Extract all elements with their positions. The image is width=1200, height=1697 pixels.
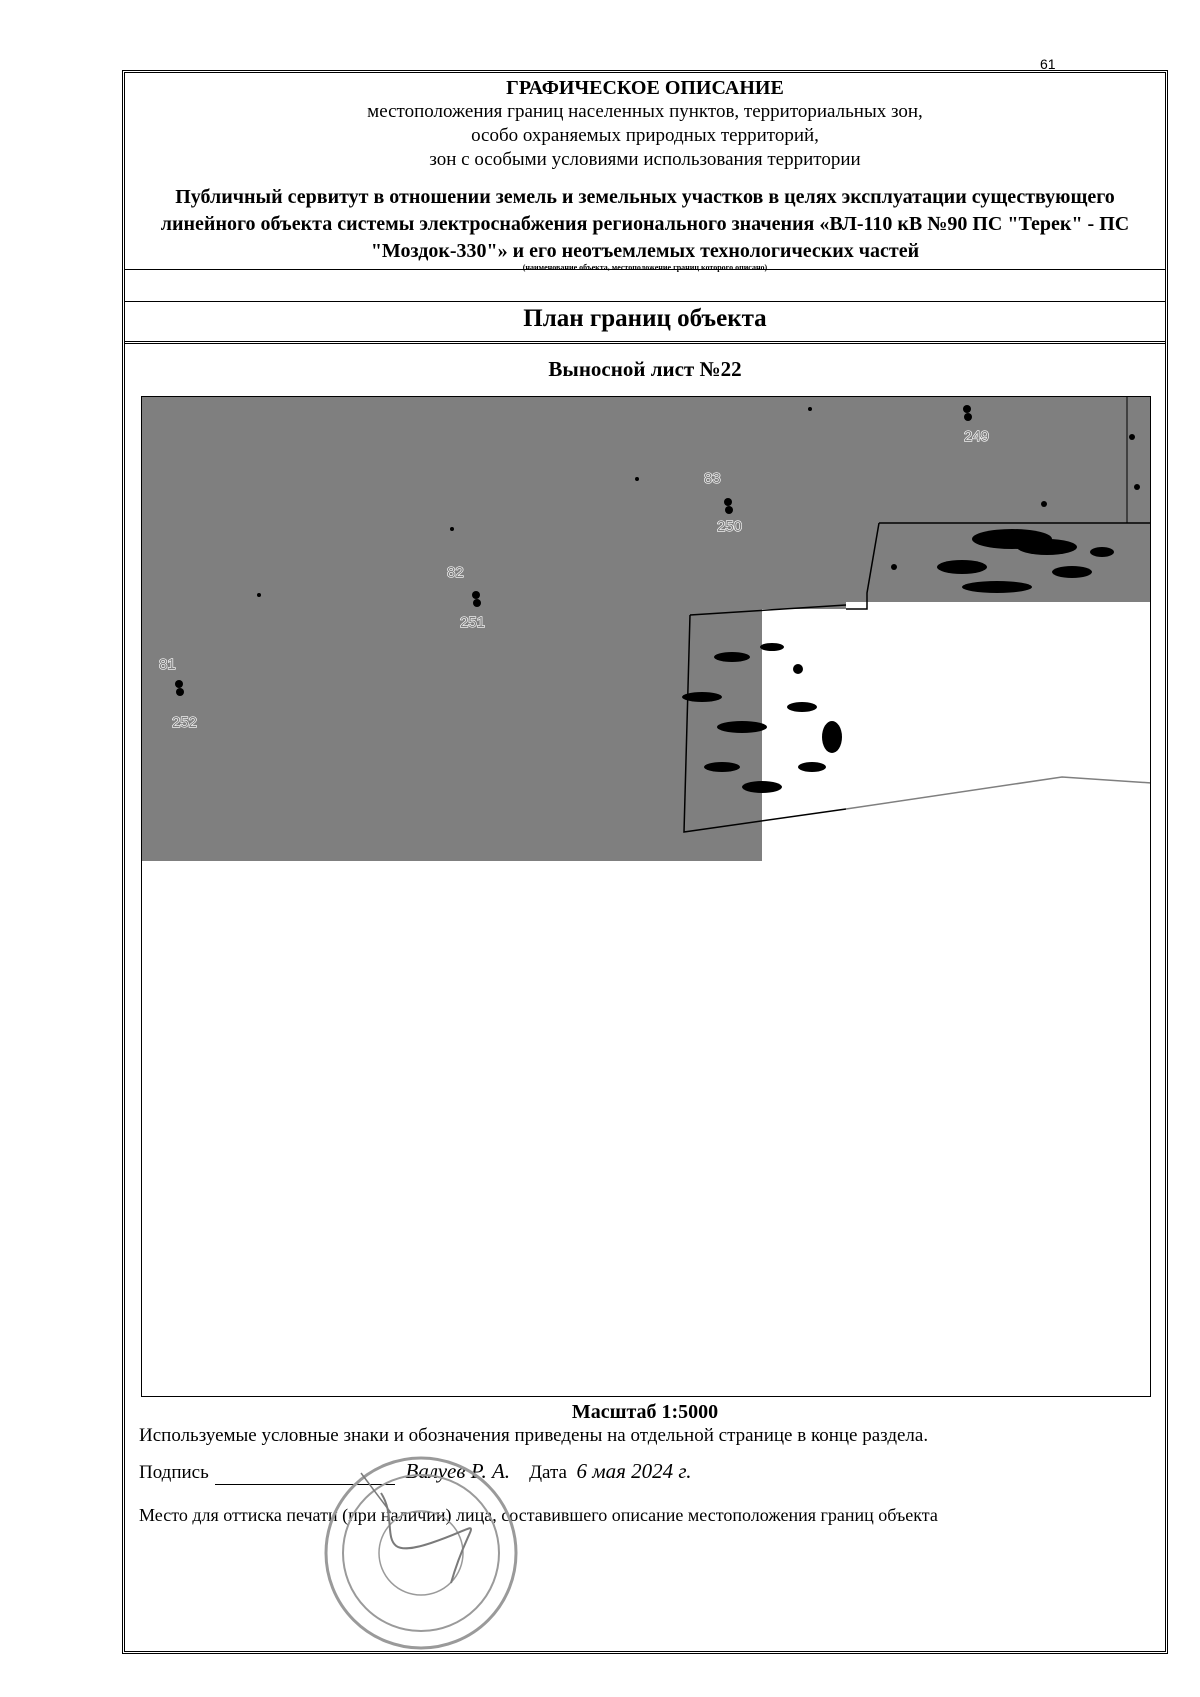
map-gap [846,602,1151,861]
signature-label: Подпись [139,1462,209,1483]
signature-date: 6 мая 2024 г. [576,1459,692,1483]
point-label: 81 [159,656,176,673]
subtitle-line-2: особо охраняемых природных территорий, [471,125,819,146]
section-divider [125,341,1165,344]
object-name: Публичный сервитут в отношении земель и земельных участков в целях эксплуатации существующего линейного объекта системы электроснабжения регионального значения «ВЛ-110 кВ №90 ПС "Терек" - ПС "Моздок-330"» и его неотъемлемых технологических частей [160,186,1130,262]
document-header [125,73,1165,272]
page-number: 61 [1040,56,1056,72]
point-label: 82 [447,564,464,581]
boundary-map [142,397,1151,1397]
subtitle-line-1: местоположения границ населенных пунктов, территориальных зон, [367,101,923,122]
document-title: ГРАФИЧЕСКОЕ ОПИСАНИЕ [506,77,784,99]
stamp-place-note: Место для оттиска печати (при наличии) лица, составившего описание местоположения границ объекта [139,1505,938,1525]
map-scale: Масштаб 1:5000 [571,1401,719,1423]
sheet-title: Выносной лист №22 [548,357,742,381]
object-note: (наименование объекта, местоположение границ которого описано) [522,263,768,272]
point-label: 252 [172,714,198,731]
subtitle-line-3: зон с особыми условиями использования территории [429,149,861,170]
document-frame [122,70,1168,1654]
seal-stamp-icon [321,1453,521,1653]
divider [125,301,1165,302]
point-label: 83 [704,470,721,487]
legend-note: Используемые условные знаки и обозначения приведены на отдельной странице в конце раздела. [139,1425,929,1446]
map-area [141,396,1151,1397]
plan-title: План границ объекта [523,305,767,332]
point-label: 251 [460,614,486,631]
divider [125,269,1165,270]
date-label: Дата [529,1462,567,1483]
signer-name: Валуев Р. А. [405,1459,511,1483]
point-label: 249 [964,428,990,445]
point-label: 250 [717,518,743,535]
